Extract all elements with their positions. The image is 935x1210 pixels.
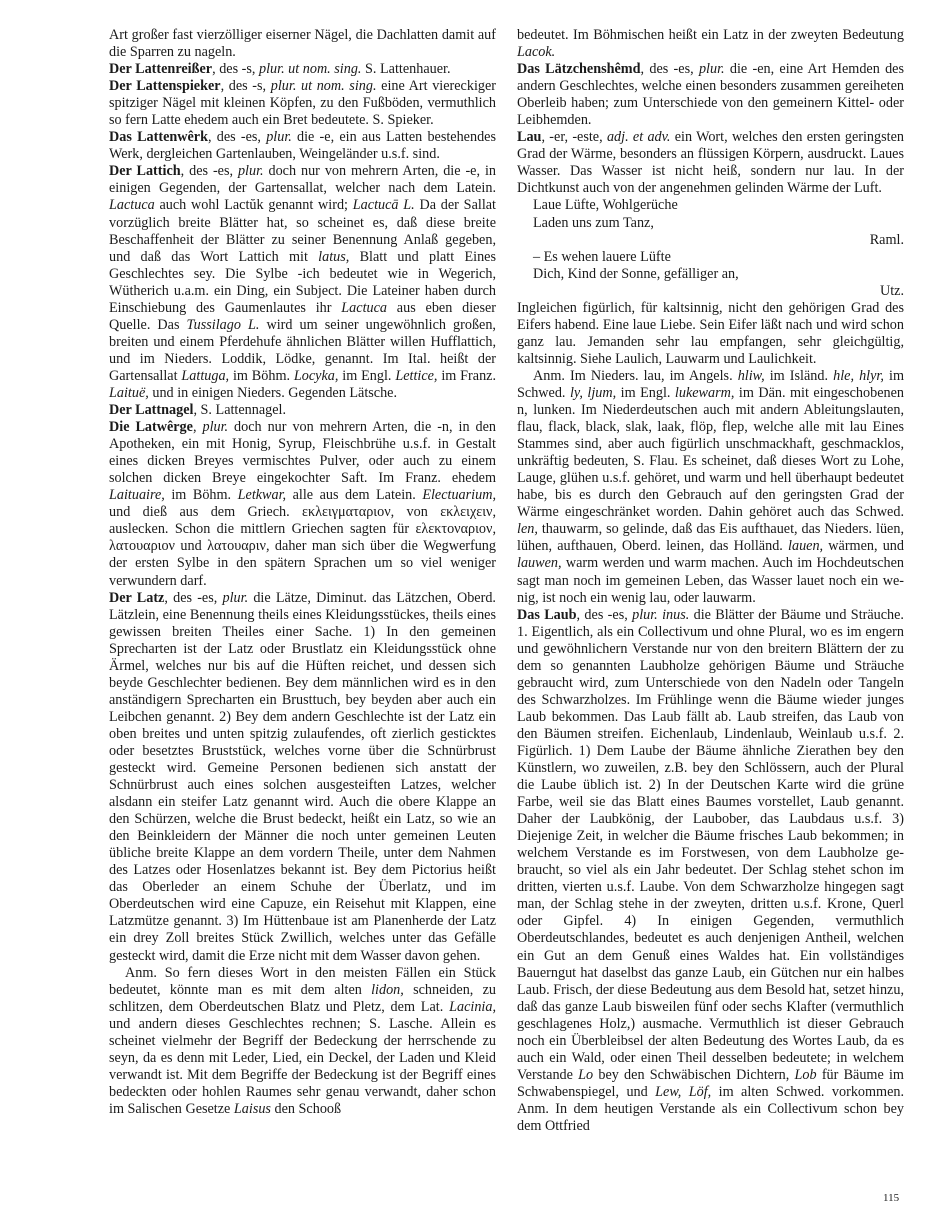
text-run: im alten Schwed. vorkommen. Anm. In dem heutigen Verstande als ein Collectivum schon bey dem Ottfried bbox=[517, 1083, 905, 1134]
italic-term: lauwen, bbox=[517, 555, 562, 572]
italic-term: plur. bbox=[222, 589, 249, 606]
text-run: auch wohl Lactŭk genannt wird; bbox=[154, 197, 353, 214]
entry-paragraph bbox=[109, 590, 496, 965]
entry-paragraph bbox=[109, 27, 496, 61]
headword: Das Lattenwêrk bbox=[109, 129, 208, 146]
text-run: Blatt und platt Eines Geschlechtes sey. Die Sylbe -ich bedeutet wie in Wegerich, Wütherich u.a.m. ein Ding, ein Subject. Die Lateiner haben durch Einschiebung des Gaumenlautes ihr bbox=[109, 248, 496, 316]
italic-term: Lacinia, bbox=[449, 998, 496, 1015]
italic-term: Laituë, bbox=[109, 384, 149, 401]
text-run: Laue Lüfte, Wohlgerüche bbox=[533, 197, 678, 214]
italic-term: plur. bbox=[202, 419, 229, 436]
text-run: , des -s, bbox=[212, 61, 259, 78]
text-run: , S. Lattennagel. bbox=[193, 402, 287, 419]
verse-line bbox=[517, 197, 904, 214]
text-run: , des -s, bbox=[220, 78, 271, 95]
text-run: die -en, eine Art Hemden des andern Geschlechtes, welche einen besonders zusammen gereiheten Oberleib haben; zum Unterschiede von den gemeinern Kittel- oder Leibhemden. bbox=[517, 61, 904, 129]
entry-paragraph bbox=[109, 419, 496, 589]
entry-paragraph bbox=[517, 300, 904, 368]
text-run: Raml. bbox=[869, 231, 904, 248]
entry-paragraph bbox=[109, 61, 496, 78]
italic-term: Electuarium, bbox=[422, 487, 496, 504]
headword: Die Latwêrge bbox=[109, 419, 193, 436]
text-run: doch nur von mehrern Arten, die -n, in den Apotheken, ein mit Honig, Syrup, Fleischbrühe u.s.f. in Gestalt eines dicken Breyes vermischtes Pulver, oder auch zu einem solchen dicken Breye eingekochter Saft. Im Franz. ehedem bbox=[109, 419, 497, 487]
text-run: , bbox=[192, 419, 203, 436]
italic-term: Lactuca bbox=[109, 197, 155, 214]
headword: Lau bbox=[517, 129, 542, 146]
italic-term: Lettice, bbox=[395, 367, 438, 384]
text-run: im Engl. bbox=[338, 367, 396, 384]
italic-term: plur. bbox=[266, 129, 292, 146]
text-run: im Engl. bbox=[616, 384, 675, 401]
entry-paragraph bbox=[109, 163, 496, 402]
text-run: , des -es, bbox=[164, 589, 223, 606]
italic-term: plur. inus. bbox=[632, 606, 690, 623]
text-run: und in einigen Nieders. Gegenden Lätsche. bbox=[148, 384, 398, 401]
entry-paragraph bbox=[517, 27, 904, 61]
italic-term: Locyka, bbox=[293, 367, 339, 384]
text-run: Ingleichen figürlich, für kaltsinnig, nicht den gehörigen Grad des Eifers habend. Eine laue Liebe. Sein Eifer läßt nach und wird schon ganz lau. Jemanden sehr lau empfangen, sehr gleichgültig, kaltsinnig. Siehe Laulich, Lauwarm und Laulichkeit. bbox=[517, 299, 904, 367]
text-run: und andern dieses Geschlechtes rechnen; S. Lasche. Allein es scheinet vielmehr der Begriff der Bedeckung der herrschende zu seyn, da es denn mit Leder, Lied, ein Deckel, der Laden und Kleid verwandt ist. Mit dem Begriffe der Bedeckung ist der Begriff eines bedeckten oder hohlen Raumes sehr genau verwandt, daher schon im Salischen Gesetze bbox=[109, 1015, 496, 1117]
italic-term: hle, hlyr, bbox=[833, 367, 884, 384]
headword: Der Lattnagel bbox=[109, 402, 194, 419]
italic-term: Letkwar, bbox=[237, 487, 287, 504]
italic-term: len, bbox=[517, 521, 538, 538]
text-run: S. Lattenhauer. bbox=[361, 61, 451, 78]
headword: Der Lattich bbox=[109, 163, 181, 180]
italic-term: plur. bbox=[237, 163, 264, 180]
text-run: Anm. So fern dieses Wort in den meisten Fällen ein Stück bedeutet, könnte man es mit dem alten bbox=[109, 964, 496, 998]
entry-paragraph bbox=[517, 607, 904, 1135]
text-run: alle aus dem Latein. bbox=[286, 487, 423, 504]
verse-source bbox=[517, 283, 904, 300]
text-run: bedeutet. Im Böhmischen heißt ein Latz in der zweyten Bedeutung bbox=[517, 27, 904, 43]
italic-term: plur. bbox=[698, 61, 725, 78]
verse-line bbox=[517, 249, 904, 266]
entry-paragraph bbox=[109, 129, 496, 163]
entry-paragraph bbox=[109, 78, 496, 129]
text-run: wärmen, und bbox=[823, 538, 904, 555]
note-paragraph bbox=[517, 368, 904, 607]
italic-term: latus, bbox=[318, 248, 350, 265]
text-run: die Lätze, Diminut. das Lätzchen, Oberd. Lätzlein, eine Benennung theils eines Kleidungsstückes, theils eines gewissen breiten Theiles einer Sache. 1) In den gemeinen Sprecharten ist der Latz oder Brustlatz ein Kleidungsstück ohne Ärmel, welches nur bis auf die Hüften reichet, und dessen sich beyde Geschlechter bedienen. Bey dem männlichen wird es in den anständigern Sprecharten ein Brusttuch, bey beyden aber auch ein Leibchen genannt. 2) Bey dem andern Geschlechte ist der Latz ein oben breites und unten spitzig zulaufendes, oft zierlich gesticktes oder besetztes Bruststück, welches vorne über die Schnürbrust gesteckt wird. Gemeine Personen bedienen sich anstatt der Schnürbrust auch eines solchen ausgesteiften Latzes, welcher alsdann ein steifer Latz genannt wird. Auch die obere Klappe an den Schürzen, welche die Brust bedeckt, heißt ein Latz, so wie an den Beinkleidern der Männer die noch unter gemeinen Leuten übliche breite Klappe an dem vordern Theile, unter dem Nahmen des Latzes oder Hosenlatzes bekannt ist. Bey dem Pictorius heißt das Oberleder an einem Schuhe der Überlatz, und im Oberdeutschen wird eine Capuze, ein Reisehut mit Klappen, eine Latzmütze genannt. 3) Im Hüttenbaue ist am Planenherde der Latz ein drey Zoll breites Stück Zwillich, welches unter das Gefälle gesteckt wird, damit die Erze nicht mit dem Wasser davon gehen. bbox=[109, 589, 496, 964]
headword: Der Latz bbox=[109, 589, 165, 606]
right-column bbox=[517, 27, 904, 1135]
italic-term: Lo bbox=[578, 1066, 594, 1083]
text-run: im Dän. mit eingeschobenen n, lunken. Im Niederdeutschen auch mit andern Ableitungslauten, flau, flack, black, slak, laak, flöp, flep, welche alle mit lau Eines Stammes sind, aber auch figürlich unschmackhaft, geschmacklos, unkräftig bedeuten, S. Flau. Es scheinet, daß dieses Wort zu Lohe, Lauge, glühen u.s.f. gehöret, und warm und hell überhaupt bedeutet habe, bis es durch den Gebrauch auf den geringsten Grad der Wärme eingeschränket worden. Dahin gehöret auch das Schwed. bbox=[517, 384, 904, 521]
note-paragraph bbox=[109, 965, 496, 1118]
text-run: Anm. Im Nieders. lau, im Angels. bbox=[533, 367, 738, 384]
entry-paragraph bbox=[517, 61, 904, 129]
italic-term: Laisus bbox=[233, 1100, 271, 1117]
italic-term: ly, ljum, bbox=[569, 384, 617, 401]
verse-line bbox=[517, 266, 904, 283]
italic-term: Lob bbox=[794, 1066, 817, 1083]
italic-term: Lactucā L. bbox=[352, 197, 415, 214]
italic-term: plur. ut nom. sing. bbox=[259, 61, 362, 78]
text-run: , des -es, bbox=[576, 606, 633, 623]
italic-term: lauen, bbox=[788, 538, 824, 555]
italic-term: Lew, Löf, bbox=[655, 1083, 712, 1100]
text-run: , des -es, bbox=[640, 61, 699, 78]
entry-paragraph bbox=[517, 129, 904, 197]
italic-term: Laituaire, bbox=[109, 487, 165, 504]
text-run: im Schwed. bbox=[517, 367, 904, 401]
text-run: Utz. bbox=[879, 282, 904, 299]
text-run: den Schooß bbox=[270, 1100, 342, 1117]
italic-term: lukewarm, bbox=[674, 384, 735, 401]
verse-line bbox=[517, 215, 904, 232]
text-run: , des -es, bbox=[208, 129, 267, 146]
text-run: bey den Schwäbischen Dichtern, bbox=[593, 1066, 795, 1083]
italic-term: Tussilago L. bbox=[186, 316, 260, 333]
text-run: im Böhm. bbox=[164, 487, 238, 504]
text-run: schneiden, zu schlitzen, dem Oberdeutschen Blatz und Pletz, dem Lat. bbox=[109, 981, 496, 1015]
text-run: die Blätter der Bäume und Sträuche. 1. Eigentlich, als ein Collectivum und ohne Plural, wo es im engern und gewöhnlichern Verstande nur von den breitern Blättern der zu dem so genannten Laubholze gehörigen Bäume und Sträuche gebraucht wird, zum Unterschiede von den Nadeln oder Tangeln des Schwarzholzes. Im Frühlinge wenn die Bäume wieder junges Laub bekommen. Das Laub fällt ab. Laub streifen, das Laub von den Bäumen streifen. Eichenlaub, Lindenlaub, Weinlaub u.s.f. 2. Figürlich. 1) Dem Laube der Bäume ähnliche Zierathen bey den Künstlern, wo zuweilen, z.B. bey den Schlössern, auch der Plural die Laube üblich ist. 2) In der Deutschen Karte wird die grüne Farbe, weil sie das Blatt eines Baumes vorstellet, Laub genannt. Daher der Laubkönig, der Laubober, das Laubdaus u.s.f. 3) Diejenige Zeit, in welcher die Bäume frisches Laub bekommen; in welchem Verstande es im Forstwesen, von dem Laubholze gebraucht, so viel als ein Jahr bedeutet. Der Schlag stehet schon im dritten, vierten u.s.f. Laube. Von dem Schwarzholze hingegen sagt man, der Schlag stehe in der zweyten, dritten u.s.f. Krone, Querl oder Gipfel. 4) In einigen Gegenden, vermuthlich Oberdeutschlandes, bedeutet es auch denjenigen Antheil, welchen ein Gut an dem Genuß eines Waldes hat. Ein vollständiges Bauerngut hat daselbst das ganze Laub, ein Gütchen nur ein halbes Laub. Frisch, der diese Bedeutung aus dem Besold hat, setzet hinzu, daß das ganze Laub bisweilen fünf oder sechs Klafter (vermuthlich geschlagenes Holz,) ausmache. Vermuthlich ist dieser Gebrauch noch ein Überbleibsel der alten Bedeutung des Wortes Laub, da es auch ein Wald, oder einen Theil desselben bedeutete; in welchem Verstande bbox=[517, 606, 904, 1083]
text-run: ein Wort, welches den ersten geringsten Grad der Wärme, besonders an flüssigen Körpern, ausdruckt. Laues Wasser. Das Wasser ist nicht heiß, sondern nur lau. In der Dichtkunst auch von der angenehmen gelinden Wärme der Luft. bbox=[517, 129, 904, 197]
italic-term: adj. et adv. bbox=[606, 129, 671, 146]
text-run: für Bäume im Schwabenspiegel, und bbox=[517, 1066, 904, 1100]
text-run: , -er, -este, bbox=[541, 129, 607, 146]
headword: Das Lätzchenshêmd bbox=[517, 61, 641, 78]
text-run: Laden uns zum Tanz, bbox=[533, 214, 654, 231]
verse-source bbox=[517, 232, 904, 249]
text-run: doch nur von mehrern Arten, die -e, in einigen Gegenden, der Gartensallat, welcher nach dem Latein. bbox=[109, 163, 496, 197]
text-run: im Böhm. bbox=[229, 367, 294, 384]
text-run: warm werden und warm machen. Auch im Hochdeutschen sagt man noch im gemeinen Leben, das Wasser lauet noch ein wenig, ist noch ein wenig lau, oder lauwarm. bbox=[517, 555, 904, 606]
text-run: Da der Sallat vorzüglich breite Blätter hat, so scheinet es, daß diese breite Beschaffenheit der Blätter zu seiner Benennung Anlaß gegeben, und daß das Wort Lattich mit bbox=[109, 197, 496, 265]
text-run: im Franz. bbox=[437, 367, 497, 384]
text-run: Art großer fast vierzölliger eiserner Nägel, die Dachlatten damit auf die Sparren zu nageln. bbox=[109, 27, 496, 61]
text-run: die -e, ein aus Latten bestehendes Werk, dergleichen Gartenlauben, Weingeländer u.s.f. sind. bbox=[109, 129, 496, 163]
text-run: Dich, Kind der Sonne, gefälliger an, bbox=[533, 265, 739, 282]
italic-term: Lattuga, bbox=[181, 367, 230, 384]
italic-term: Lactuca bbox=[341, 299, 387, 316]
text-run: im Isländ. bbox=[764, 367, 834, 384]
italic-term: plur. ut nom. sing. bbox=[270, 78, 377, 95]
left-column bbox=[109, 27, 496, 1118]
italic-term: hliw, bbox=[737, 367, 765, 384]
text-run: und dieß aus dem Griech. εκλειγματαριον, von εκλειχειν, auslecken. Schon die mittlern Griechen sagten für ελεκτοναριον, λατουαριον und λατουαριν, daher man sich über die Wegwerfung der ersten Sylbe in den spätern Sprachen um so viel weniger verwundern darf. bbox=[109, 504, 496, 589]
headword: Der Lattenreißer bbox=[109, 61, 213, 78]
italic-term: lidon, bbox=[371, 981, 404, 998]
text-run: wird um seiner ungewöhnlich großen, breiten und einem Pferdehufe ähnlichen Blätter willen Hufflattich, und im Nieders. Loddik, Lödke, genannt. Im Ital. heißt der Gartensallat bbox=[109, 316, 496, 384]
page-number: 115 bbox=[883, 1192, 900, 1204]
italic-term: Lacok. bbox=[517, 44, 556, 61]
text-run: , des -es, bbox=[180, 163, 238, 180]
text-run: – Es wehen lauere Lüfte bbox=[533, 248, 671, 265]
text-run: eine Art viereckiger spitziger Nägel mit kleinen Köpfen, zu den Fußböden, vermuthlich so fern Latte ehedem auch ein Bret bedeutete. S. Spieker. bbox=[109, 78, 496, 129]
headword: Das Laub bbox=[517, 606, 577, 623]
headword: Der Lattenspieker bbox=[109, 78, 221, 95]
entry-paragraph bbox=[109, 402, 496, 419]
text-run: aus eben dieser Quelle. Das bbox=[109, 299, 496, 333]
text-run: thauwarm, so gelinde, daß das Eis aufthauet, das Nieders. lüen, lühen, aufthauen, Oberd. leinen, das Holländ. bbox=[517, 521, 904, 555]
